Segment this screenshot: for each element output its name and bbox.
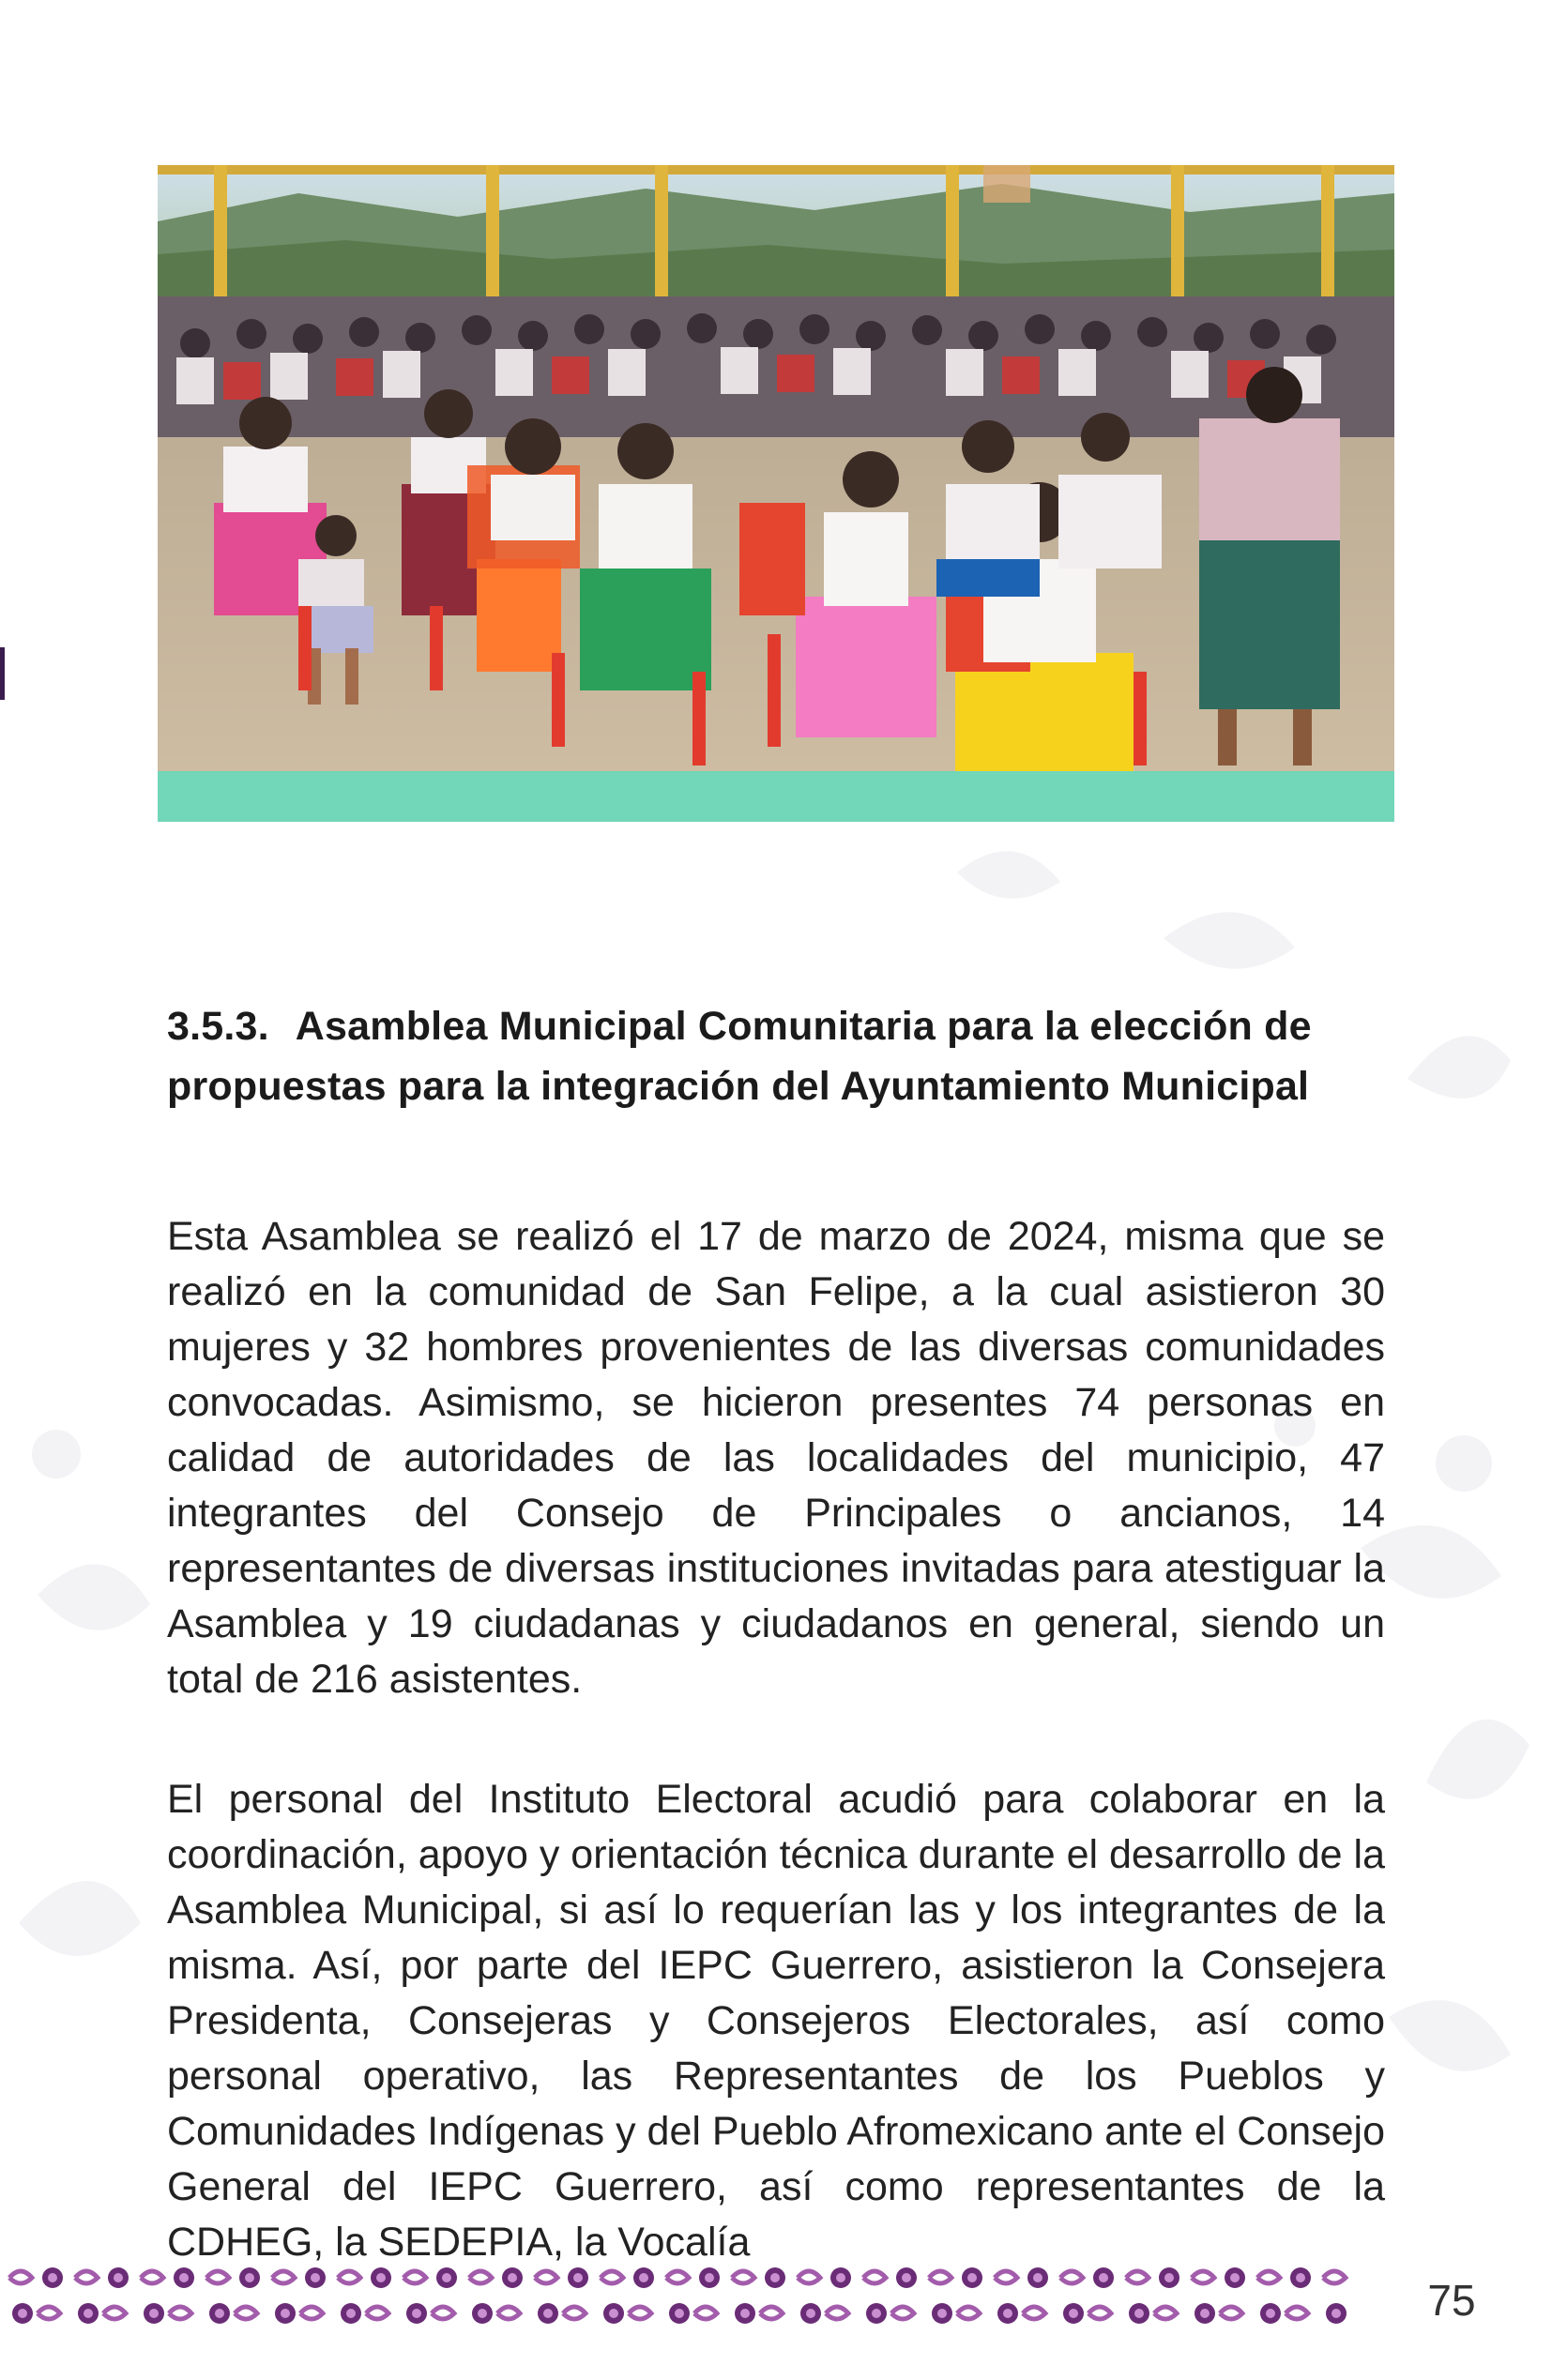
photo-caption-band bbox=[158, 771, 1394, 822]
section-title: Asamblea Municipal Comunitaria para la elección de propuestas para la integración del Ayuntamiento Municipal bbox=[167, 1004, 1312, 1109]
embroidery-border bbox=[0, 2259, 1372, 2338]
paragraph-2: El personal del Instituto Electoral acudió para colaborar en la coordinación, apoyo y orientación técnica durante el desarrollo de la Asamblea Municipal, si así lo requerían las y los integrantes de la misma. Así, por parte del IEPC Guerrero, asistieron la Consejera Presidenta, Consejeras y Consejeros Electorales, así como personal operativo, las Representantes de los Pueblos y Comunidades Indígenas y del Pueblo Afromexicano ante el Consejo General del IEPC Guerrero, así como representantes de la CDHEG, la SEDEPIA, la Vocalía bbox=[167, 1777, 1385, 2265]
side-mark bbox=[0, 647, 5, 700]
paragraph-1: Esta Asamblea se realizó el 17 de marzo de 2024, misma que se realizó en la comunidad de San Felipe, a la cual asistieron 30 mujeres y 32 hombres provenientes de las diversas comunidades convocadas. Asimismo, se hicieron presentes 74 personas en calidad de autoridades de las localidades del municipio, 47 integrantes del Consejo de Principales o ancianos, 14 representantes de diversas instituciones invitadas para atestiguar la Asamblea y 19 ciudadanas y ciudadanos en general, siendo un total de 216 asistentes. bbox=[167, 1214, 1385, 1702]
section-heading bbox=[167, 996, 1387, 1116]
photo-icon bbox=[158, 165, 1394, 771]
page-number: 75 bbox=[1427, 2276, 1476, 2325]
section-number: 3.5.3. bbox=[167, 1004, 269, 1049]
assembly-photo bbox=[158, 165, 1394, 822]
